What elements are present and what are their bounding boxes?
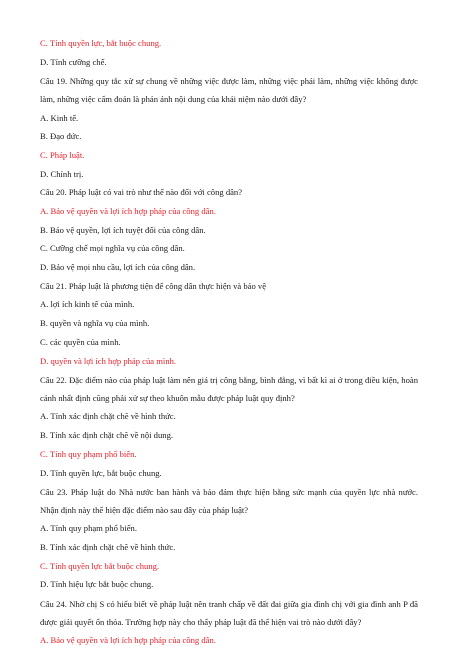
answer-option: D. Bảo vệ mọi nhu cầu, lợi ích của công dân. [40,262,196,273]
answer-option: C. các quyền của mình. [40,336,121,347]
correct-answer-option: D. quyền và lợi ích hợp pháp của mình. [40,355,177,366]
question-text: Câu 20. Pháp luật có vai trò như thế nào đối với công dân? [40,187,243,198]
correct-answer-option: C. Pháp luật. [40,149,85,160]
answer-option: D. Chính trị. [40,168,84,179]
answer-option: C. Cưỡng chế mọi nghĩa vụ của công dân. [40,243,185,254]
document-body [40,38,418,654]
question-text: Câu 19. Những quy tắc xử sự chung về những việc được làm, những việc phải làm, những việc không được làm, những việc cấm đoán là phản ánh nội dung của khái niệm nào dưới đây? [40,75,418,105]
correct-answer-option: C. Tính quy phạm phổ biến. [40,448,137,459]
answer-option: D. Tính hiệu lực bắt buộc chung. [40,579,154,590]
correct-answer-option: A. Bảo vệ quyền và lợi ích hợp pháp của công dân. [40,635,216,646]
answer-option: B. Bảo vệ quyền, lợi ích tuyệt đối của công dân. [40,224,206,235]
answer-option: B. Tính xác định chặt chẽ về nội dung. [40,430,174,441]
answer-option: B. Tính xác định chặt chẽ về hình thức. [40,542,176,553]
answer-option: A. lợi ích kinh tế của mình. [40,299,135,310]
answer-option: D. Tính quyền lực, bắt buộc chung. [40,467,162,478]
correct-answer-option: A. Bảo vệ quyền và lợi ích hợp pháp của công dân. [40,206,216,217]
question-text: Câu 22. Đặc điểm nào của pháp luật làm nên giá trị công bằng, bình đẳng, vì bất kì ai ở trong điều kiện, hoàn cảnh nhất định cũng phải xử sự theo khuôn mẫu được pháp luật quy định? [40,374,418,404]
answer-option: B. quyền và nghĩa vụ của mình. [40,318,150,329]
question-text: Câu 23. Pháp luật do Nhà nước ban hành và bảo đảm thực hiện bằng sức mạnh của quyền lực nhà nước. Nhận định này thể hiện đặc điểm nào sau đây của pháp luật? [40,486,418,516]
answer-option: A. Tính xác định chặt chẽ về hình thức. [40,411,176,422]
question-text: Câu 24. Nhờ chị S có hiểu biết về pháp luật nên tranh chấp về đất đai giữa gia đình chị với gia đình anh P đã được giải quyết ổn thỏa. Trường hợp này cho thấy pháp luật đã thể hiện vai trò nào dưới đây? [40,598,418,628]
answer-option: A. Tính quy phạm phổ biến. [40,523,137,534]
answer-option: D. Tính cưỡng chế. [40,56,107,67]
answer-option: A. Kinh tế. [40,112,79,123]
answer-option: B. Đạo đức. [40,131,82,142]
correct-answer-option: C. Tính quyền lực bắt buộc chung. [40,560,160,571]
correct-answer-option: C. Tính quyền lực, bắt buộc chung. [40,38,162,48]
question-text: Câu 21. Pháp luật là phương tiện để công dân thực hiện và bảo vệ [40,280,267,291]
